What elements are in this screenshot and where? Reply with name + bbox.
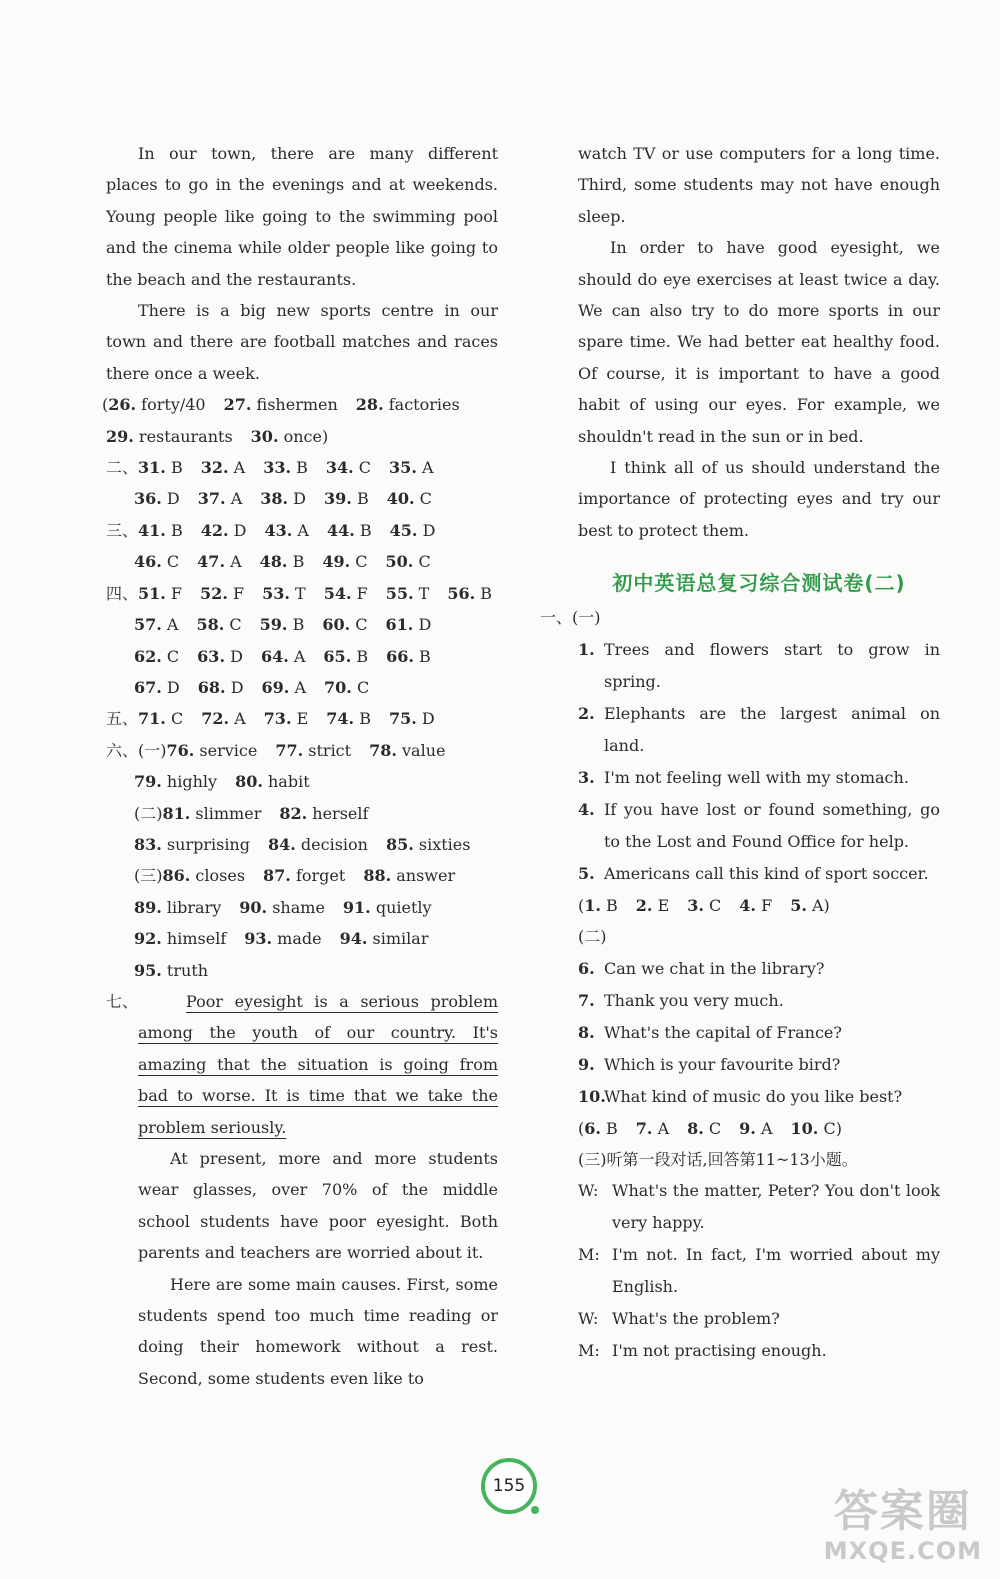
answer-number: 5.	[790, 895, 807, 915]
question-item	[578, 634, 940, 698]
answer-text: B	[287, 615, 305, 635]
answer-number: 67.	[134, 677, 162, 697]
answer-text: A	[755, 1118, 773, 1138]
answer-number: 30.	[250, 426, 279, 446]
question-number: 3.	[578, 767, 595, 787]
answer-number: 63.	[197, 646, 226, 666]
answer-text: (二)	[134, 803, 163, 823]
answer-number: 6.	[584, 1118, 601, 1138]
answer-number: 51.	[138, 583, 166, 603]
answer-number: 61.	[385, 615, 414, 635]
answer-text: C	[414, 489, 432, 509]
answer-number: 59.	[259, 615, 288, 635]
answer-text: (三)	[134, 866, 163, 886]
essay-paragraph-3: Here are some main causes. First, some students spend too much time reading or doing their homework without a rest. Second, some students even like to	[138, 1274, 498, 1388]
question-text: I'm not feeling well with my stomach.	[604, 767, 909, 787]
answer-text: C	[703, 895, 722, 915]
answer-text: made	[272, 929, 322, 949]
watermark-url: MXQE.COM	[823, 1537, 982, 1565]
answer-number: 55.	[385, 583, 414, 603]
answer-number: 76.	[166, 740, 195, 760]
answer-text: 六、(一)	[106, 740, 167, 760]
answer-number: 64.	[260, 646, 289, 666]
answer-number: 85.	[385, 834, 414, 854]
answer-number: 56.	[447, 583, 476, 603]
answer-text: habit	[262, 772, 310, 792]
answer-text: D	[413, 615, 432, 635]
answer-text: B	[600, 1118, 618, 1138]
answer-number: 68.	[197, 677, 226, 697]
answer-number: 33.	[263, 458, 292, 478]
answer-line	[106, 955, 498, 986]
question-number: 5.	[578, 863, 595, 883]
answer-text: 二、	[106, 458, 139, 478]
answer-line	[106, 483, 498, 514]
answer-number: 88.	[363, 866, 392, 886]
answer-text: C)	[818, 1118, 842, 1138]
answer-number: 70.	[324, 677, 352, 697]
answer-number: 26.	[108, 395, 137, 415]
answer-text: B	[413, 646, 431, 666]
answer-number: 27.	[223, 395, 252, 415]
answer-number: 80.	[235, 772, 263, 792]
answer-number: 29.	[106, 426, 134, 446]
speaker: W:	[578, 1181, 599, 1201]
answer-line	[106, 515, 498, 546]
answer-text: C	[353, 458, 372, 478]
answer-number: 39.	[324, 489, 352, 509]
answer-text: A	[652, 1118, 670, 1138]
answer-text: restaurants	[133, 426, 233, 446]
answer-text: D	[225, 646, 243, 666]
answer-number: 40.	[386, 489, 415, 509]
answer-text: C	[351, 677, 370, 697]
answer-number: 8.	[687, 1118, 704, 1138]
answer-text: D	[161, 489, 180, 509]
answer-number: 49.	[322, 552, 351, 572]
watermark-logo	[824, 1487, 982, 1565]
answer-text: closes	[190, 866, 246, 886]
dialogue-text: I'm not. In fact, I'm worried about my English.	[612, 1245, 940, 1297]
passage-paragraph-1: In our town, there are many different places to go in the evenings and at weekends. Young people like going to the swimming pool and the cinema while older people like going to the beach and the restaurants.	[106, 144, 498, 289]
answer-line	[106, 766, 498, 797]
question-text: If you have lost or found something, go to the Lost and Found Office for help.	[604, 799, 940, 851]
answer-text: highly	[161, 772, 218, 792]
answer-text: answer	[391, 866, 456, 886]
answer-text: forty/40	[136, 395, 206, 415]
dialogue-line	[578, 1303, 940, 1335]
answer-text: A	[161, 615, 179, 635]
answer-number: 81.	[162, 803, 191, 823]
answer-line	[102, 389, 498, 420]
essay-label: 七、	[106, 991, 139, 1011]
question-number: 10.	[578, 1086, 606, 1106]
answer-number: 87.	[263, 866, 291, 886]
answer-number: 41.	[138, 520, 166, 540]
part-2-label: (二)	[578, 927, 607, 947]
answer-text: C	[161, 552, 180, 572]
answer-number: 78.	[369, 740, 397, 760]
answer-text: herself	[307, 803, 369, 823]
answer-number: 83.	[134, 834, 162, 854]
left-column	[102, 138, 498, 1394]
answer-number: 32.	[200, 458, 229, 478]
question-item	[578, 794, 940, 858]
answer-text: decision	[295, 834, 368, 854]
answer-number: 74.	[326, 709, 355, 729]
answer-line	[106, 892, 498, 923]
answer-number: 69.	[261, 677, 290, 697]
question-number: 2.	[578, 703, 595, 723]
answer-number: 54.	[323, 583, 352, 603]
answer-line	[106, 860, 498, 891]
answer-number: 1.	[584, 895, 601, 915]
answer-line	[106, 421, 498, 452]
watermark-main-text: 答案圈	[833, 1486, 972, 1537]
answer-text: A	[288, 646, 306, 666]
answer-text: D	[288, 489, 307, 509]
answer-number: 84.	[267, 834, 296, 854]
answer-text: 四、	[106, 583, 139, 603]
answer-number: 62.	[134, 646, 162, 666]
page-number: 155	[481, 1458, 537, 1514]
answer-number: 91.	[342, 897, 371, 917]
question-number: 7.	[578, 990, 595, 1010]
answer-line	[106, 798, 498, 829]
answer-number: 65.	[323, 646, 352, 666]
answer-text: F	[227, 583, 245, 603]
answer-text: A	[229, 709, 246, 729]
answer-number: 93.	[244, 929, 273, 949]
answer-line	[106, 829, 498, 860]
answer-number: 94.	[339, 929, 368, 949]
answer-number: 73.	[263, 709, 292, 729]
answer-text: library	[161, 897, 222, 917]
answer-number: 47.	[197, 552, 226, 572]
answer-text: F	[165, 583, 183, 603]
answer-line	[106, 452, 498, 483]
essay-intro-underlined: Poor eyesight is a serious problem among the youth of our country. It's amazing that the situation is going from bad to worse. It is time that we take the problem seriously.	[138, 991, 498, 1137]
answer-number: 9.	[739, 1118, 756, 1138]
question-item	[578, 985, 940, 1017]
answer-number: 10.	[790, 1118, 819, 1138]
answer-text: himself	[161, 929, 227, 949]
speaker: M:	[578, 1341, 600, 1361]
answers-1-5	[578, 890, 940, 921]
answer-text: fishermen	[251, 395, 338, 415]
dialogue-text: What's the problem?	[612, 1309, 780, 1329]
answer-text: factories	[383, 395, 460, 415]
answer-text: C	[413, 552, 431, 572]
answer-number: 71.	[138, 709, 166, 729]
question-text: Americans call this kind of sport soccer.	[604, 863, 929, 883]
answer-text: E	[652, 895, 670, 915]
answer-text: similar	[367, 929, 429, 949]
essay-paragraph-4: In order to have good eyesight, we should do eye exercises at least twice a day. We can also try to do more sports in our spare time. We had better eat healthy food. Of course, it is important to have a good habit of using our eyes. For example, we shouldn't read in the sun or in bed.	[578, 238, 940, 446]
answer-text: surprising	[161, 834, 250, 854]
answer-number: 92.	[134, 929, 162, 949]
answer-text: A	[228, 458, 246, 478]
answer-number: 45.	[389, 520, 418, 540]
answer-number: 86.	[162, 866, 191, 886]
answer-text: (	[578, 1118, 585, 1138]
answer-text: T	[289, 583, 306, 603]
answer-text: A)	[806, 895, 830, 915]
question-item	[578, 858, 940, 890]
answer-number: 37.	[197, 489, 226, 509]
answer-text: B	[354, 520, 372, 540]
answer-number: 95.	[134, 960, 162, 980]
answer-text: A	[416, 458, 434, 478]
answer-number: 46.	[134, 552, 162, 572]
answer-text: B	[600, 895, 618, 915]
answer-text: B	[165, 458, 183, 478]
answer-number: 77.	[275, 740, 304, 760]
part-3-label: (三)听第一段对话,回答第11~13小题。	[578, 1149, 858, 1169]
answer-line	[106, 609, 498, 640]
answer-text: truth	[161, 960, 209, 980]
question-item	[578, 1049, 940, 1081]
dialogue-line	[578, 1335, 940, 1367]
question-item	[578, 1017, 940, 1049]
answer-line	[106, 546, 498, 577]
answer-text: strict	[303, 740, 352, 760]
answer-text: value	[396, 740, 446, 760]
answer-text: quietly	[370, 897, 432, 917]
answer-number: 82.	[279, 803, 308, 823]
answer-text: slimmer	[190, 803, 262, 823]
answer-text: D	[416, 709, 435, 729]
answer-text: T	[413, 583, 430, 603]
answer-text: 五、	[106, 709, 139, 729]
question-number: 9.	[578, 1054, 595, 1074]
answer-number: 31.	[138, 458, 166, 478]
answer-number: 28.	[355, 395, 384, 415]
answer-number: 90.	[239, 897, 268, 917]
question-number: 1.	[578, 639, 595, 659]
answer-number: 58.	[196, 615, 225, 635]
answer-number: 53.	[262, 583, 290, 603]
answer-line	[106, 923, 498, 954]
answer-text: B	[351, 646, 369, 666]
answer-text: D	[417, 520, 436, 540]
speaker: W:	[578, 1309, 599, 1329]
essay-section	[106, 986, 498, 1394]
answer-text: C	[224, 615, 242, 635]
answer-number: 7.	[635, 1118, 653, 1138]
answer-text: C	[703, 1118, 722, 1138]
answer-number: 35.	[389, 458, 417, 478]
answer-text: F	[351, 583, 368, 603]
answer-number: 75.	[388, 709, 417, 729]
passage-paragraph-2: There is a big new sports centre in our town and there are football matches and races there once a week.	[106, 301, 498, 383]
answer-number: 3.	[687, 895, 704, 915]
question-item	[578, 698, 940, 762]
question-text: Thank you very much.	[604, 990, 784, 1010]
answer-text: B	[287, 552, 305, 572]
answer-text: C	[350, 552, 368, 572]
question-number: 6.	[578, 958, 595, 978]
answer-text: D	[225, 677, 244, 697]
answer-number: 42.	[200, 520, 229, 540]
answer-text: C	[161, 646, 180, 666]
answer-text: B	[475, 583, 493, 603]
dialogue-line	[578, 1175, 940, 1239]
question-item	[578, 762, 940, 794]
answer-text: B	[351, 489, 369, 509]
question-text: Elephants are the largest animal on land.	[604, 703, 940, 755]
answer-text: A	[225, 489, 243, 509]
question-number: 8.	[578, 1022, 595, 1042]
part-1-label: 一、(一)	[540, 608, 601, 628]
answer-number: 44.	[326, 520, 355, 540]
answer-number: 38.	[260, 489, 289, 509]
question-list-2	[578, 953, 940, 1113]
answer-text: A	[292, 520, 309, 540]
answer-text: once)	[278, 426, 329, 446]
answer-number: 52.	[200, 583, 228, 603]
answer-text: (	[578, 895, 585, 915]
answer-text: D	[161, 677, 180, 697]
answer-text: A	[289, 677, 307, 697]
answer-text: sixties	[413, 834, 471, 854]
answer-text: C	[165, 709, 184, 729]
answer-line	[106, 641, 498, 672]
answer-line	[106, 578, 498, 609]
answer-text: B	[354, 709, 371, 729]
answer-number: 43.	[264, 520, 293, 540]
dialogue-text: What's the matter, Peter? You don't look very happy.	[612, 1181, 940, 1233]
answer-text: F	[756, 895, 773, 915]
answer-text: D	[228, 520, 247, 540]
answer-number: 48.	[259, 552, 288, 572]
answer-number: 34.	[325, 458, 354, 478]
answer-text: A	[225, 552, 242, 572]
answer-number: 79.	[134, 772, 162, 792]
dialogue-line	[578, 1239, 940, 1303]
answer-text: B	[165, 520, 183, 540]
answer-text: E	[291, 709, 309, 729]
essay-paragraph-2: At present, more and more students wear glasses, over 70% of the middle school students have poor eyesight. Both parents and teachers are worried about it.	[138, 1149, 498, 1263]
question-item	[578, 1081, 940, 1113]
answer-number: 57.	[134, 615, 162, 635]
question-text: What's the capital of France?	[604, 1022, 842, 1042]
answer-line	[106, 672, 498, 703]
question-text: Trees and flowers start to grow in spring.	[604, 639, 940, 691]
question-text: Can we chat in the library?	[604, 958, 825, 978]
answers-6-10	[578, 1113, 940, 1144]
answer-number: 50.	[385, 552, 414, 572]
dialogue-text: I'm not practising enough.	[612, 1341, 827, 1361]
answer-text: C	[350, 615, 368, 635]
answer-line	[106, 735, 498, 766]
answer-number: 36.	[134, 489, 162, 509]
answer-text: 三、	[106, 520, 139, 540]
dialogue	[578, 1175, 940, 1367]
answer-number: 4.	[739, 895, 756, 915]
question-text: What kind of music do you like best?	[604, 1086, 903, 1106]
answer-line	[106, 703, 498, 734]
question-item	[578, 953, 940, 985]
answer-key-list	[102, 389, 498, 986]
question-text: Which is your favourite bird?	[604, 1054, 841, 1074]
right-column	[540, 138, 940, 1367]
answer-number: 89.	[134, 897, 162, 917]
essay-paragraph-5: I think all of us should understand the importance of protecting eyes and try our best to protect them.	[578, 458, 940, 540]
section-title: 初中英语总复习综合测试卷(二)	[612, 571, 906, 596]
answer-text: service	[194, 740, 258, 760]
answer-text: forget	[290, 866, 346, 886]
answer-number: 72.	[201, 709, 230, 729]
essay-continuation: watch TV or use computers for a long time. Third, some students may not have enough sleep.	[578, 144, 940, 226]
answer-text: B	[291, 458, 308, 478]
answer-text: shame	[267, 897, 325, 917]
answer-number: 66.	[386, 646, 414, 666]
question-list-1	[578, 634, 940, 890]
speaker: M:	[578, 1245, 600, 1265]
answer-text: (	[102, 395, 109, 415]
question-number: 4.	[578, 799, 595, 819]
answer-number: 2.	[635, 895, 653, 915]
answer-number: 60.	[322, 615, 351, 635]
